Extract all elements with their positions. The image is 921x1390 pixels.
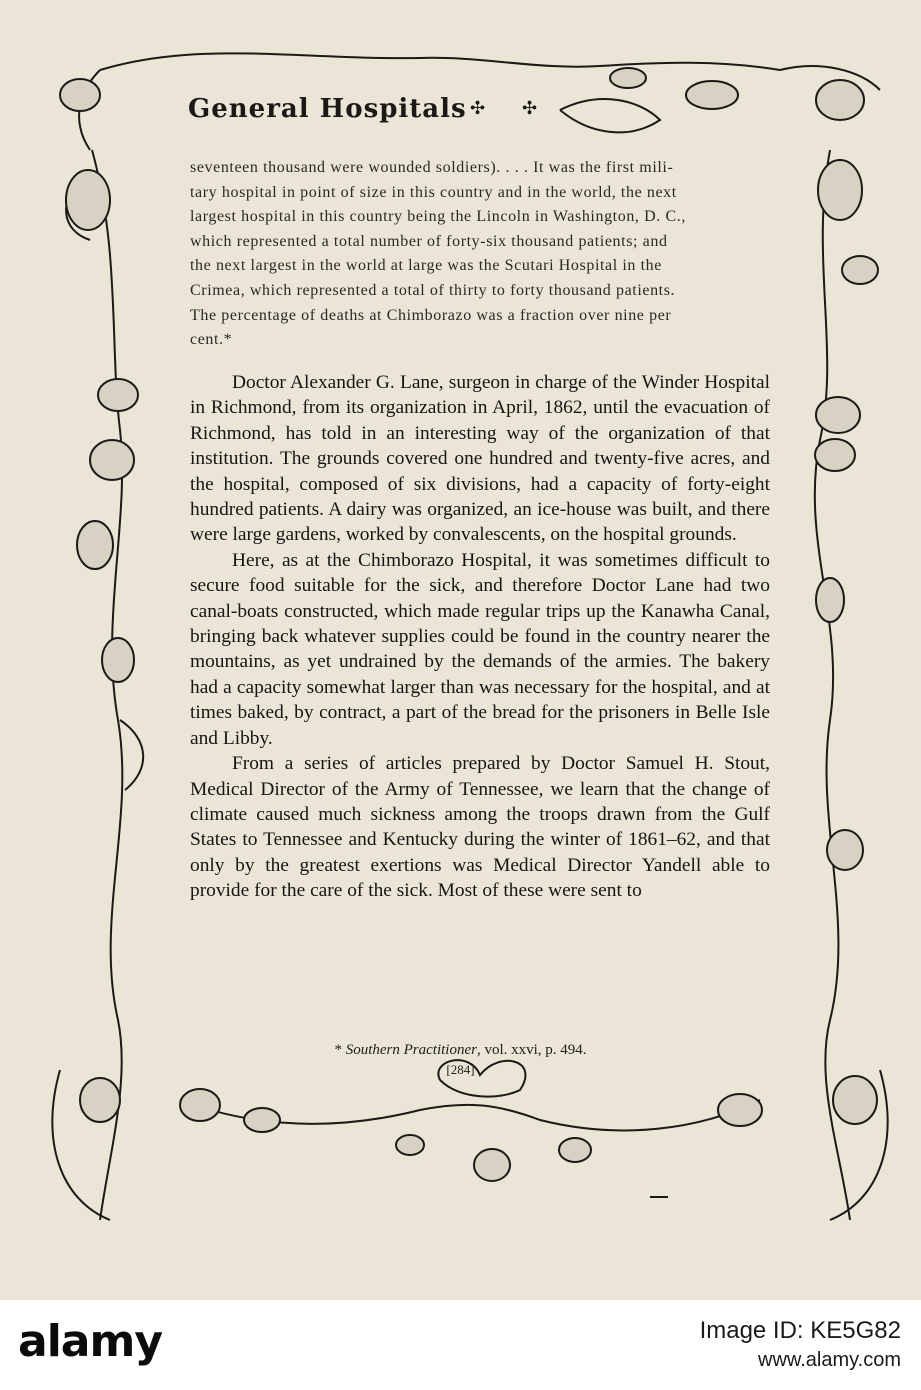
intro-quote-paragraph <box>190 156 768 353</box>
text-line: largest hospital in this country being the Lincoln in Washington, D. C., <box>190 208 686 226</box>
page-heading: General Hospitals <box>188 94 467 124</box>
body-paragraph: From a series of articles prepared by Doctor Samuel H. Stout, Medical Director of the Army of Tennessee, we learn that the change of climate caused much sickness among the troops drawn from the Gulf States to Tennessee and Kentucky during the winter of 1861–62, and that only by the greatest exertions was Medical Director Yandell able to provide for the care of the sick. Most of these were sent to <box>190 753 770 902</box>
text-line: tary hospital in point of size in this country and in the world, the next <box>190 183 677 201</box>
footnote <box>0 1042 921 1059</box>
text-line: Crimea, which represented a total of thirty to forty thousand patients. <box>190 281 676 299</box>
stock-logo: alamy <box>18 1316 162 1367</box>
text-line: which represented a total number of forty-six thousand patients; and <box>190 232 668 250</box>
body-text <box>190 370 770 904</box>
text-line: the next largest in the world at large was the Scutari Hospital in the <box>190 257 662 275</box>
page-number: [284] <box>446 1062 475 1077</box>
body-paragraph: Here, as at the Chimborazo Hospital, it was sometimes difficult to secure food suitable for the sick, and therefore Doctor Lane had two canal-boats constructed, which made regular trips up the Kanawha Canal, bringing back whatever supplies could be found in the country nearer the mountains, as yet undrained by the demands of the armies. The bakery had a capacity somewhat larger than was necessary for the hospital, and at times baked, by contract, a part of the bread for the prisoners in Belle Isle and Libby. <box>190 549 770 749</box>
footnote-marker: * <box>334 1042 346 1058</box>
stock-image-info <box>700 1316 901 1374</box>
text-line: The percentage of deaths at Chimborazo was a fraction over nine per <box>190 306 672 324</box>
stock-url: www.alamy.com <box>758 1349 901 1371</box>
footnote-source: Southern Practitioner <box>345 1042 477 1058</box>
text-line: cent.* <box>190 331 233 349</box>
footnote-citation: , vol. xxvi, p. 494. <box>476 1042 587 1058</box>
heading-ornament-star: ✣ <box>470 98 486 119</box>
heading-ornament-star: ✣ <box>522 98 538 119</box>
body-paragraph: Doctor Alexander G. Lane, surgeon in charge of the Winder Hospital in Richmond, from its organization in April, 1862, until the evacuation of Richmond, has told in an interesting way of the organization of that institution. The grounds covered one hundred and twenty-five acres, and the hospital, composed of six divisions, had a capacity of forty-eight hundred patients. A dairy was organized, an ice-house was built, and there were large gardens, worked by convalescents, on the hospital grounds. <box>190 372 770 546</box>
text-line: seventeen thousand were wounded soldiers). . . . It was the first mili- <box>190 159 674 176</box>
image-id: Image ID: KE5G82 <box>699 1317 901 1344</box>
